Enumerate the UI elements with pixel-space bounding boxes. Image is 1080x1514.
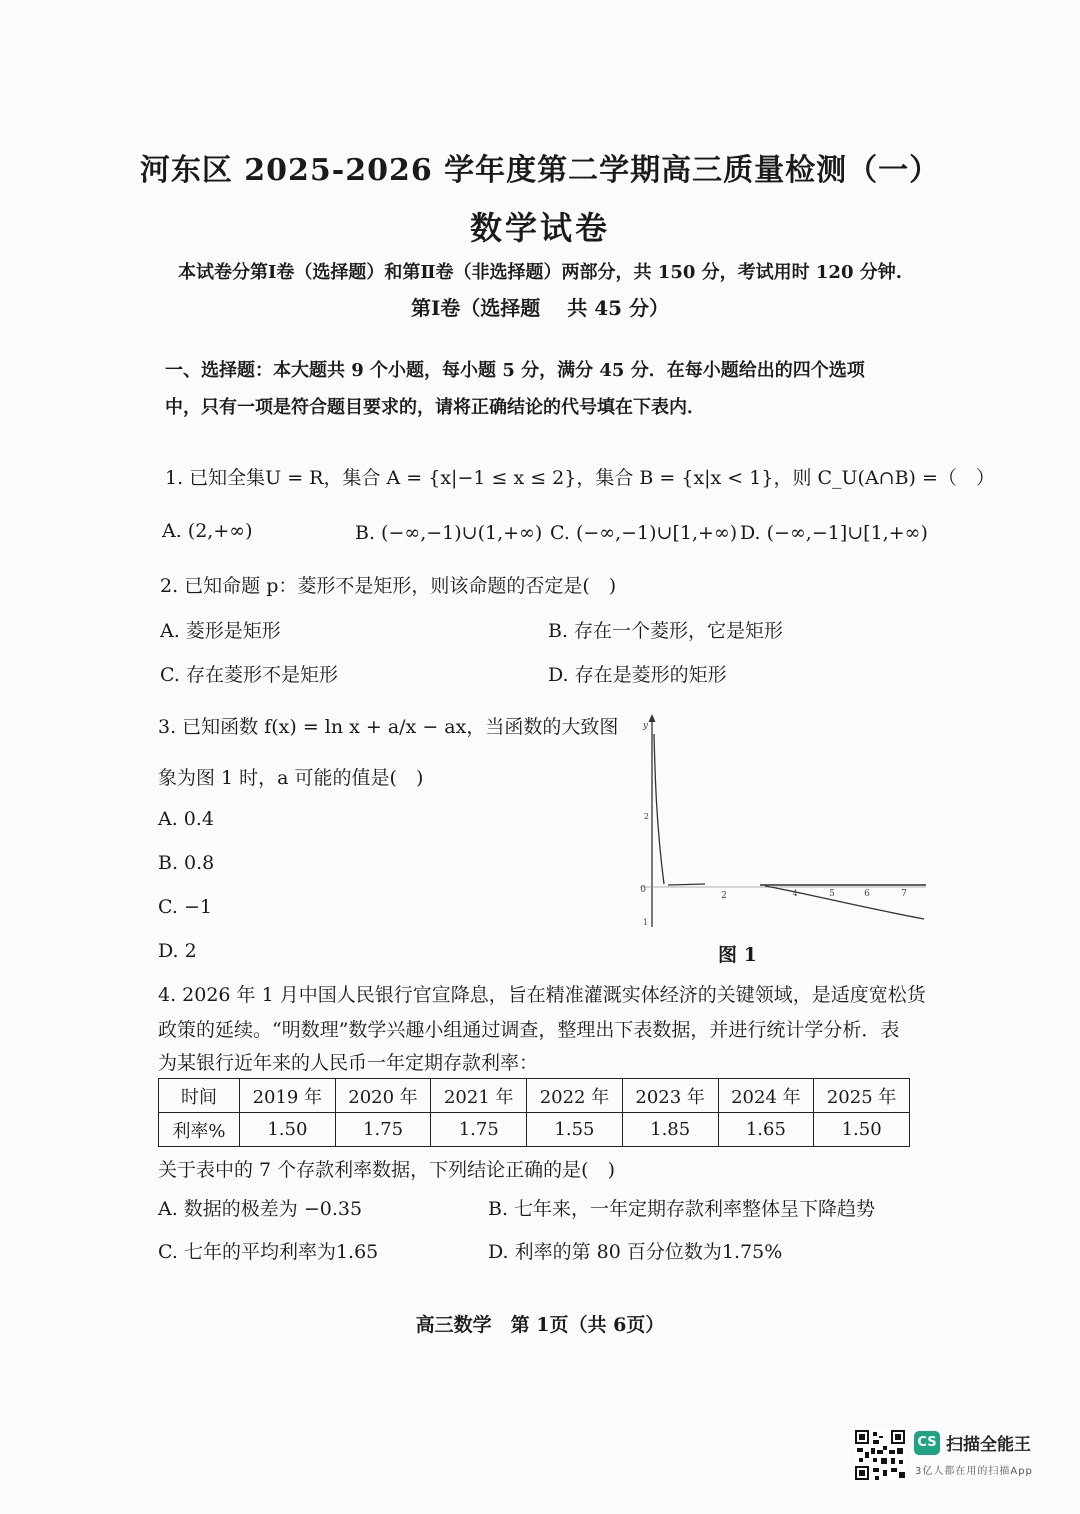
q3-option-d: D. 2	[158, 940, 197, 962]
curve-middle	[668, 884, 705, 885]
y-axis-label: y	[642, 721, 648, 731]
q4-option-d: D. 利率的第 80 百分位数为1.75%	[488, 1241, 783, 1263]
q4-option-b: B. 七年来，一年定期存款利率整体呈下降趋势	[488, 1198, 876, 1220]
q1-stem: 1. 已知全集U = R，集合 A = {x|−1 ≤ x ≤ 2}，集合 B = {x|x < 1}，则 C_U(A∩B) =（ ）	[165, 467, 995, 489]
y-tick-1: 1	[642, 918, 648, 927]
q3-option-a: A. 0.4	[158, 808, 215, 830]
section-instruction-line2: 中，只有一项是符合题目要求的，请将正确结论的代号填在下表内．	[165, 397, 705, 418]
table-cell: 2021 年	[431, 1079, 527, 1113]
exam-title: 河东区 2025-2026 学年度第二学期高三质量检测（一）	[139, 153, 941, 188]
section-instruction-line1: 一、选择题：本大题共 9 个小题，每小题 5 分，满分 45 分．在每小题给出的四个选项	[165, 360, 865, 381]
q1-option-c: C. (−∞,−1)∪[1,+∞)	[550, 522, 738, 544]
figure-1-graph	[630, 712, 930, 937]
table-cell: 1.50	[814, 1113, 910, 1147]
q4-stem-line1: 4. 2026 年 1 月中国人民银行官宣降息，旨在精准灌溉实体经济的关键领域，是适度宽松货	[158, 984, 926, 1006]
table-cell: 2022 年	[527, 1079, 623, 1113]
table-cell: 2019 年	[240, 1079, 336, 1113]
camscanner-tagline: 3亿人都在用的扫描App	[915, 1466, 1033, 1477]
q2-option-a: A. 菱形是矩形	[160, 620, 281, 642]
table-row-rates	[159, 1113, 910, 1147]
camscanner-name: 扫描全能王	[946, 1435, 1031, 1455]
table-row-years	[159, 1079, 910, 1113]
origin-label: 0	[640, 885, 646, 895]
q3-stem-line1: 3. 已知函数 f(x) = ln x + a/x − ax，当函数的大致图	[158, 716, 619, 738]
q4-option-c: C. 七年的平均利率为1.65	[158, 1241, 379, 1263]
camscanner-logo-icon: CS	[914, 1431, 940, 1455]
q2-option-d: D. 存在是菱形的矩形	[548, 664, 727, 686]
exam-note: 本试卷分第Ⅰ卷（选择题）和第Ⅱ卷（非选择题）两部分，共 150 分，考试用时 120 分钟.	[177, 262, 903, 283]
page-footer: 高三数学 第 1页（共 6页）	[415, 1314, 665, 1336]
table-cell: 1.50	[240, 1113, 336, 1147]
x-tick-2: 2	[721, 891, 727, 901]
q4-option-a: A. 数据的极差为 −0.35	[158, 1198, 363, 1220]
x-tick-7: 7	[901, 889, 907, 899]
table-cell: 1.85	[622, 1113, 718, 1147]
figure-1-label: 图 1	[718, 944, 757, 966]
part-heading: 第Ⅰ卷（选择题 共 45 分）	[410, 296, 670, 320]
table-header-rate: 利率%	[159, 1113, 240, 1147]
q4-stem-line3: 为某银行近年来的人民币一年定期存款利率：	[158, 1052, 539, 1074]
q2-option-b: B. 存在一个菱形，它是矩形	[548, 620, 784, 642]
q3-stem-line2: 象为图 1 时，a 可能的值是( )	[158, 767, 424, 789]
curve-left-branch	[654, 734, 664, 884]
exam-subtitle: 数学试卷	[469, 209, 610, 247]
table-cell: 1.65	[718, 1113, 814, 1147]
y-tick-2: 2	[643, 812, 649, 821]
x-tick-4: 4	[792, 889, 798, 898]
q2-stem: 2. 已知命题 p：菱形不是矩形，则该命题的否定是( )	[160, 575, 617, 597]
q3-option-b: B. 0.8	[158, 852, 215, 874]
q1-option-b: B. (−∞,−1)∪(1,+∞)	[355, 522, 543, 544]
q4-stem-line2: 政策的延续。“明数理”数学兴趣小组通过调查，整理出下表数据，并进行统计学分析．表	[158, 1019, 900, 1041]
x-tick-5: 5	[829, 889, 835, 899]
q4-after-table: 关于表中的 7 个存款利率数据，下列结论正确的是( )	[158, 1159, 615, 1181]
table-cell: 2024 年	[718, 1079, 814, 1113]
x-tick-6: 6	[864, 889, 870, 899]
table-header-time: 时间	[159, 1079, 240, 1113]
table-cell: 2023 年	[622, 1079, 718, 1113]
q3-option-c: C. −1	[158, 896, 212, 918]
q1-option-a: A. (2,+∞)	[162, 520, 253, 542]
rates-table	[158, 1078, 910, 1147]
y-axis-arrow	[649, 714, 656, 722]
q1-option-d: D. (−∞,−1]∪[1,+∞)	[740, 522, 928, 544]
table-cell: 2025 年	[814, 1079, 910, 1113]
q2-option-c: C. 存在菱形不是矩形	[160, 664, 338, 686]
table-cell: 1.55	[527, 1113, 623, 1147]
table-cell: 1.75	[431, 1113, 527, 1147]
table-cell: 1.75	[335, 1113, 431, 1147]
qr-code-icon	[855, 1430, 905, 1480]
table-cell: 2020 年	[335, 1079, 431, 1113]
